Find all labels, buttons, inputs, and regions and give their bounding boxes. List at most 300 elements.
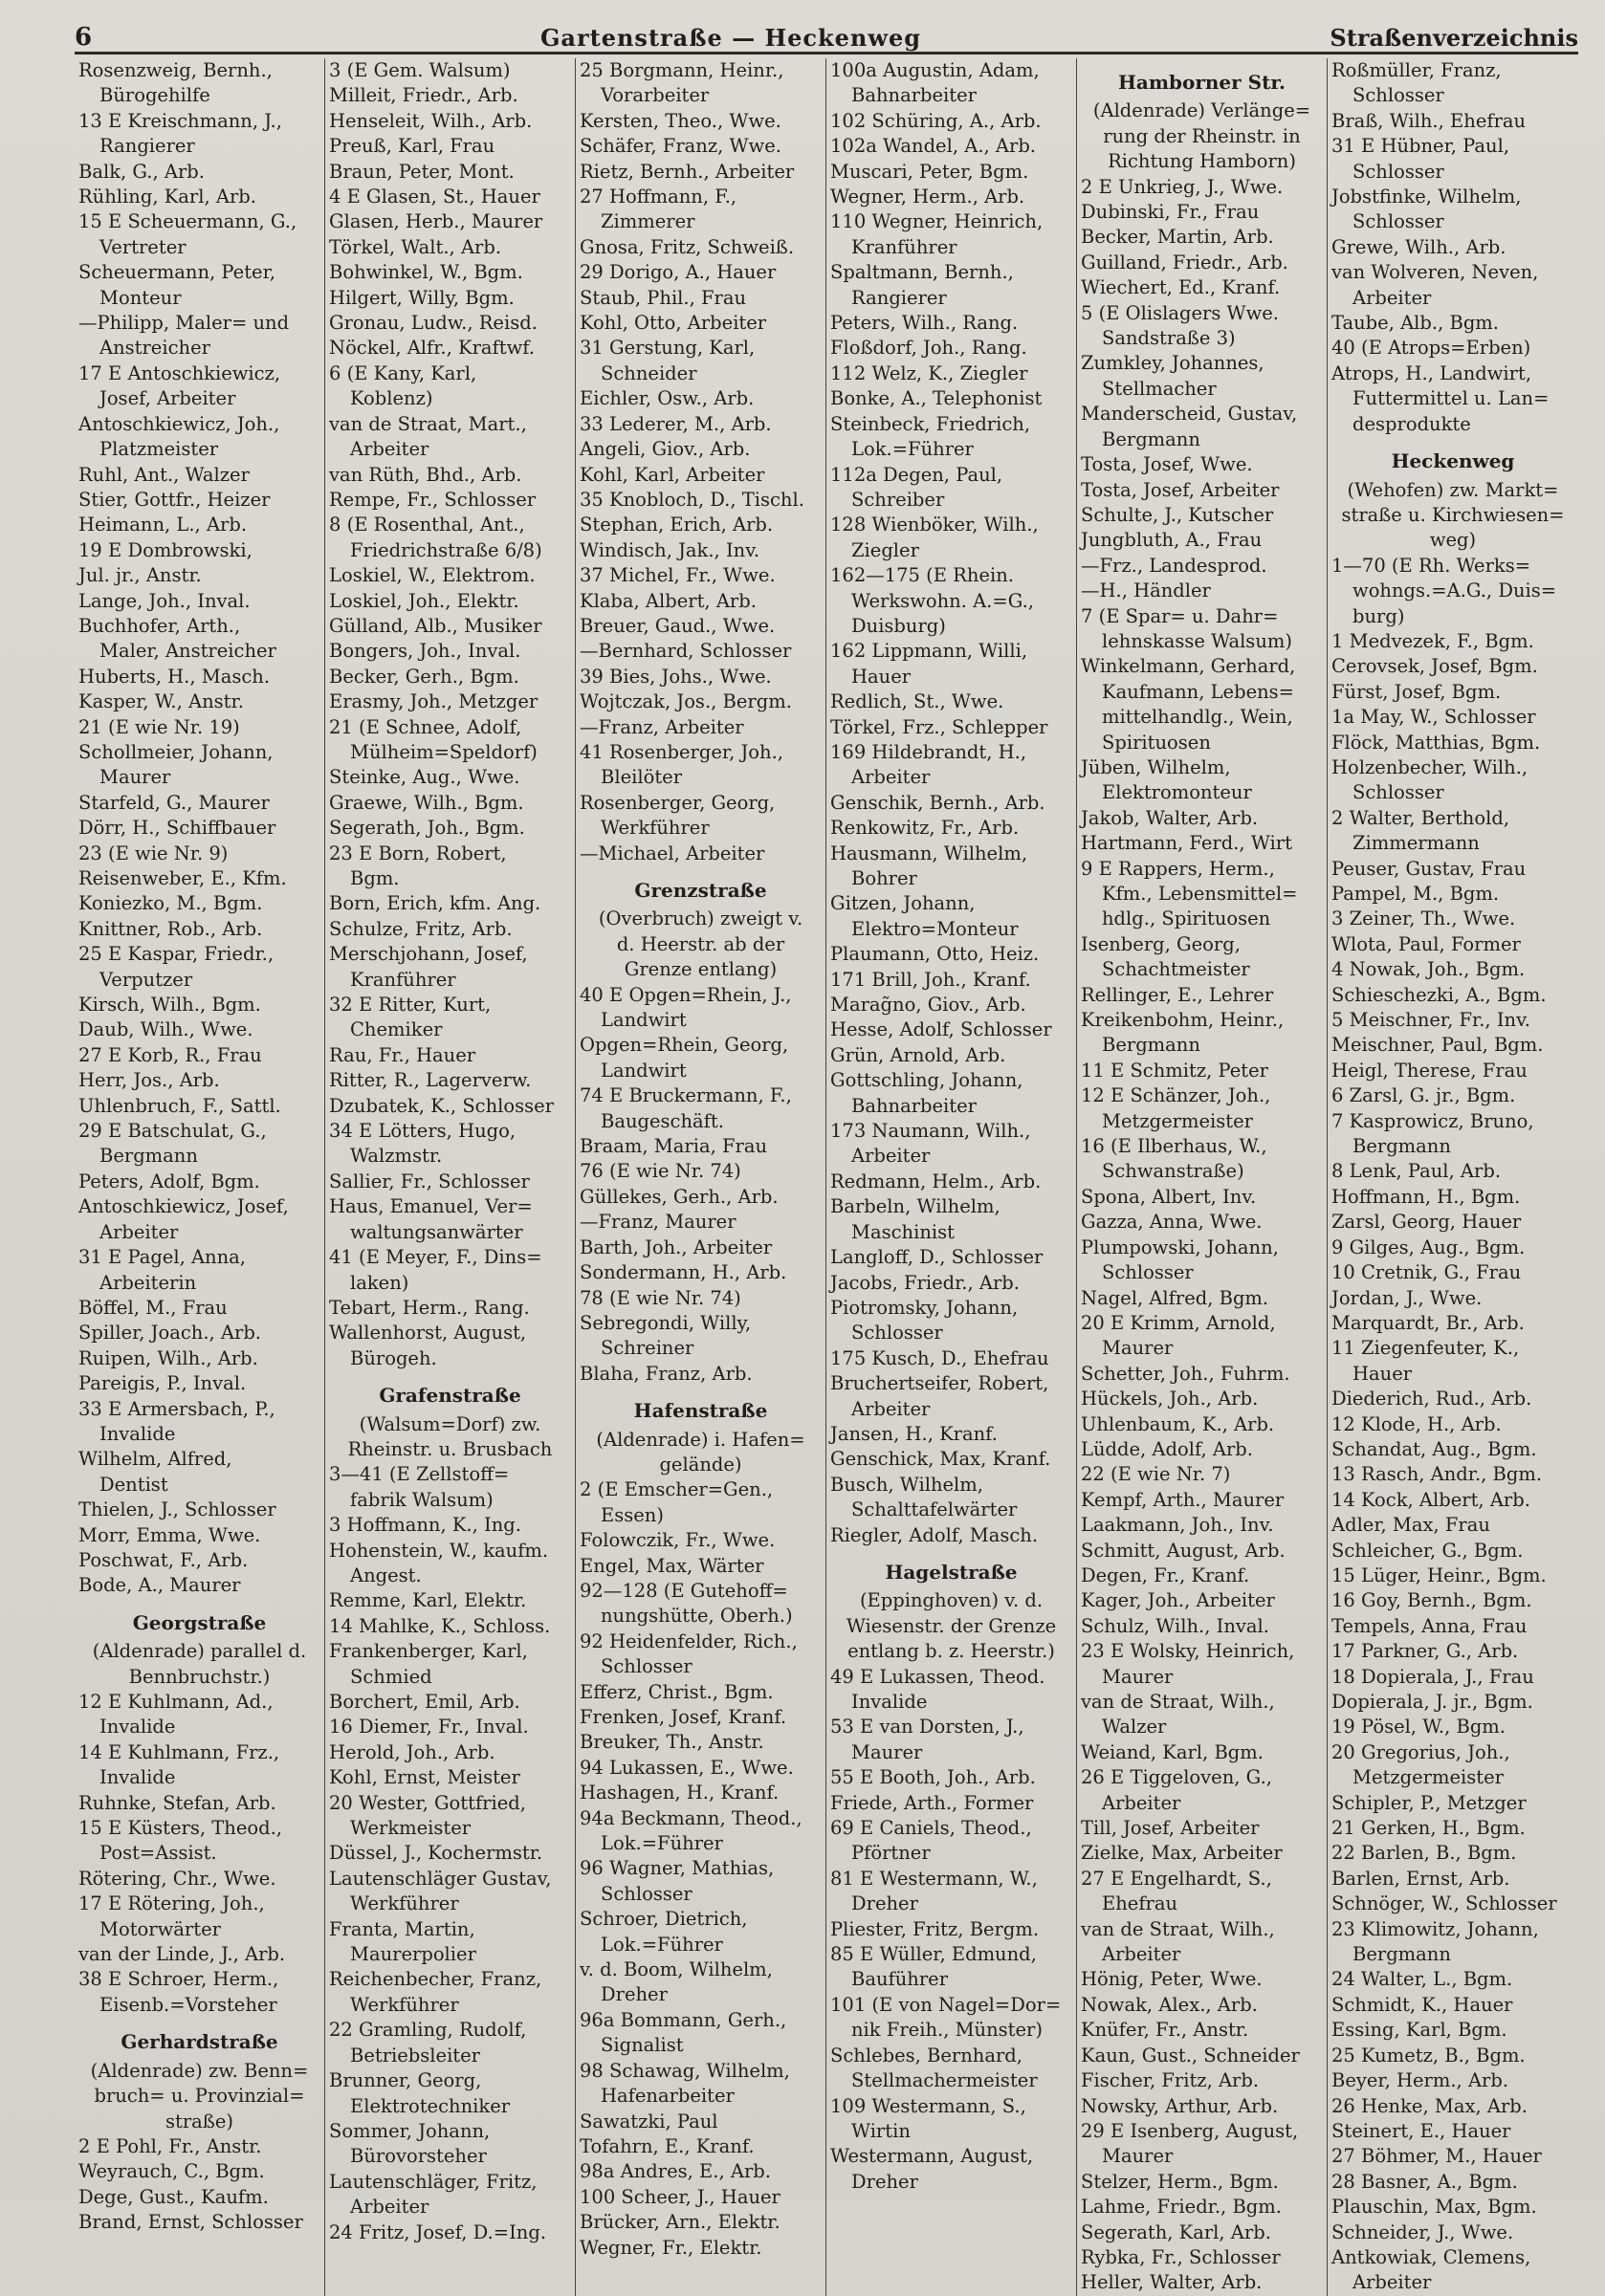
directory-entry: Hauer: [1352, 1362, 1413, 1385]
directory-entry: Rosenzweig, Bernh.,: [78, 59, 273, 81]
directory-entry: 2 (E Emscher=Gen.,: [580, 1478, 774, 1501]
directory-entry: Schandat, Aug., Bgm.: [1331, 1437, 1537, 1460]
directory-entry: 1a May, W., Schlosser: [1331, 706, 1536, 729]
directory-entry: Braam, Maria, Frau: [580, 1135, 767, 1158]
directory-entry: Meischner, Paul, Bgm.: [1331, 1034, 1544, 1057]
directory-entry: Ruhl, Ant., Walzer: [78, 463, 250, 486]
directory-entry: Milleit, Friedr., Arb.: [329, 84, 518, 107]
directory-entry: Hückels, Joh., Arb.: [1081, 1388, 1259, 1410]
directory-entry: 20 Gregorius, Joh.,: [1331, 1740, 1510, 1763]
directory-entry: Tosta, Josef, Arbeiter: [1081, 478, 1280, 501]
directory-entry: Borchert, Emil, Arb.: [329, 1691, 520, 1713]
directory-entry: Bergmann: [1352, 1943, 1451, 1966]
directory-entry: 102a Wandel, A., Arb.: [830, 135, 1036, 158]
directory-entry: Kasper, W., Anstr.: [78, 690, 244, 713]
directory-entry: Bohrer: [851, 867, 917, 889]
directory-entry: Schetter, Joh., Fuhrm.: [1081, 1362, 1290, 1385]
directory-entry: Elektromonteur: [1102, 781, 1252, 804]
directory-entry: Becker, Gerh., Bgm.: [329, 665, 519, 688]
directory-entry: 128 Wienböker, Wilh.,: [830, 514, 1039, 536]
directory-entry: 2 Walter, Berthold,: [1331, 806, 1510, 829]
directory-entry: Friede, Arth., Former: [830, 1791, 1034, 1814]
column-6: [1328, 58, 1578, 2296]
street-description: (Aldenrade) zw. Benn=: [90, 2059, 309, 2082]
directory-entry: van der Linde, J., Arb.: [78, 1943, 286, 1966]
directory-entry: Werkmeister: [350, 1817, 472, 1840]
directory-entry: 94a Beckmann, Theod.,: [580, 1806, 802, 1829]
street-description: straße): [165, 2110, 233, 2132]
directory-entry: Friedrichstraße 6/8): [350, 538, 542, 561]
directory-entry: Pampel, M., Bgm.: [1331, 883, 1500, 905]
directory-entry: Gottschling, Johann,: [830, 1069, 1023, 1092]
street-description: entlang b. z. Heerstr.): [847, 1640, 1055, 1663]
directory-entry: Lok.=Führer: [601, 1933, 723, 1956]
directory-entry: Steinbeck, Friedrich,: [830, 412, 1031, 435]
directory-entry: Reichenbecher, Franz,: [329, 1968, 542, 1991]
directory-entry: Schulte, J., Kutscher: [1081, 503, 1274, 526]
street-heading: Gerhardstraße: [121, 2030, 278, 2054]
directory-entry: Tempels, Anna, Frau: [1331, 1614, 1528, 1637]
directory-entry: Langloff, D., Schlosser: [830, 1246, 1044, 1269]
directory-entry: Dzubatek, K., Schlosser: [329, 1094, 555, 1117]
directory-entry: Arbeiter: [99, 1220, 179, 1243]
directory-entry: Remme, Karl, Elektr.: [329, 1589, 527, 1612]
directory-entry: Rellinger, E., Lehrer: [1081, 983, 1274, 1006]
directory-entry: Westermann, August,: [830, 2145, 1034, 2168]
directory-entry: Maurerpolier: [350, 1943, 476, 1966]
directory-entry: Degen, Fr., Kranf.: [1081, 1563, 1250, 1586]
directory-entry: Anstreicher: [99, 337, 210, 360]
directory-entry: Uhlenbaum, K., Arb.: [1081, 1412, 1275, 1435]
directory-entry: Kaufmann, Lebens=: [1102, 680, 1295, 703]
directory-entry: Dentist: [99, 1473, 168, 1496]
directory-entry: Invalide: [99, 1716, 176, 1738]
directory-entry: Balk, G., Arb.: [78, 160, 205, 183]
directory-entry: Schulze, Fritz, Arb.: [329, 917, 513, 940]
directory-entry: Schalttafelwärter: [851, 1498, 1018, 1521]
directory-entry: Maschinist: [851, 1220, 955, 1243]
directory-entry: waltungsanwärter: [350, 1220, 523, 1243]
directory-entry: Lautenschläger, Fritz,: [329, 2170, 538, 2193]
directory-entry: Rietz, Bernh., Arbeiter: [580, 160, 795, 183]
directory-entry: Schlosser: [1102, 1261, 1194, 1284]
street-description: (Aldenrade) Verlänge=: [1092, 99, 1311, 122]
directory-entry: laken): [350, 1271, 409, 1294]
directory-entry: 8 Lenk, Paul, Arb.: [1331, 1160, 1502, 1183]
directory-entry: Landwirt: [601, 1009, 687, 1032]
directory-entry: Motorwärter: [99, 1917, 221, 1940]
directory-entry: Scheuermann, Peter,: [78, 261, 275, 284]
directory-entry: 6 (E Kany, Karl,: [329, 361, 477, 384]
directory-entry: Maurer: [851, 1740, 923, 1763]
directory-entry: Lahme, Friedr., Bgm.: [1081, 2196, 1282, 2219]
directory-entry: Bürogeh.: [350, 1346, 437, 1369]
directory-entry: 27 E Engelhardt, S.,: [1081, 1867, 1272, 1890]
directory-entry: Schleicher, G., Bgm.: [1331, 1539, 1524, 1562]
directory-entry: Plumpowski, Johann,: [1081, 1235, 1279, 1258]
directory-entry: Floßdorf, Joh., Rang.: [830, 337, 1027, 360]
directory-entry: Kreikenbohm, Heinr.,: [1081, 1009, 1285, 1032]
street-heading: Grafenstraße: [379, 1384, 521, 1408]
directory-entry: 173 Naumann, Wilh.,: [830, 1120, 1031, 1143]
directory-entry: Segerath, Joh., Bgm.: [329, 817, 525, 840]
street-heading: Grenzstraße: [634, 879, 767, 902]
directory-entry: Barbeln, Wilhelm,: [830, 1195, 1000, 1218]
directory-entry: Elektrotechniker: [350, 2094, 511, 2117]
directory-entry: van Rüth, Bhd., Arb.: [329, 463, 522, 486]
directory-entry: 31 E Pagel, Anna,: [78, 1246, 246, 1269]
directory-entry: Koblenz): [350, 387, 433, 410]
directory-entry: Ehefrau: [1102, 1892, 1178, 1915]
directory-entry: Rybka, Fr., Schlosser: [1081, 2245, 1281, 2268]
directory-entry: Fischer, Fritz, Arb.: [1081, 2069, 1260, 2092]
directory-entry: Efferz, Christ., Bgm.: [580, 1680, 774, 1703]
directory-entry: Diederich, Rud., Arb.: [1331, 1388, 1532, 1410]
directory-entry: Plaumann, Otto, Heiz.: [830, 943, 1040, 966]
directory-entry: —Frz., Landesprod.: [1081, 554, 1267, 577]
directory-entry: Opgen=Rhein, Georg,: [580, 1034, 789, 1057]
directory-entry: 11 Ziegenfeuter, K.,: [1331, 1337, 1520, 1360]
directory-entry: Hausmann, Wilhelm,: [830, 842, 1028, 864]
directory-entry: Stephan, Erich, Arb.: [580, 514, 774, 536]
directory-entry: Schwanstraße): [1102, 1160, 1244, 1183]
directory-entry: Piotromsky, Johann,: [830, 1296, 1019, 1319]
directory-entry: 13 Rasch, Andr., Bgm.: [1331, 1463, 1543, 1486]
directory-entry: 17 E Rötering, Joh.,: [78, 1892, 265, 1915]
directory-entry: Bürogehilfe: [99, 84, 210, 107]
directory-entry: Manderscheid, Gustav,: [1081, 403, 1298, 426]
directory-entry: Rötering, Chr., Wwe.: [78, 1867, 276, 1890]
directory-entry: Sommer, Johann,: [329, 2119, 491, 2142]
directory-entry: Jordan, J., Wwe.: [1331, 1286, 1483, 1309]
directory-entry: 11 E Schmitz, Peter: [1081, 1059, 1268, 1082]
directory-entry: Schneider: [601, 361, 697, 384]
directory-entry: Bergmann: [1352, 1135, 1451, 1158]
directory-entry: Peuser, Gustav, Frau: [1331, 857, 1527, 880]
directory-entry: v. d. Boom, Wilhelm,: [580, 1958, 773, 1981]
directory-entry: 27 Hoffmann, F.,: [580, 186, 737, 208]
directory-entry: Schmied: [350, 1665, 432, 1688]
street-description: gelände): [659, 1453, 742, 1476]
directory-entry: Hauer: [851, 665, 912, 688]
directory-entry: Kohl, Karl, Arbeiter: [580, 463, 765, 486]
directory-entry: Lange, Joh., Inval.: [78, 589, 251, 612]
directory-entry: Wegner, Fr., Elektr.: [580, 2236, 762, 2259]
directory-entry: Antkowiak, Clemens,: [1331, 2245, 1531, 2268]
directory-entry: 25 Kumetz, B., Bgm.: [1331, 2044, 1526, 2066]
running-title: Gartenstraße — Heckenweg: [539, 24, 922, 52]
directory-entry: Bergmann: [1102, 1034, 1200, 1057]
directory-entry: 33 E Armersbach, P.,: [78, 1397, 275, 1420]
directory-entry: Huberts, H., Masch.: [78, 665, 271, 688]
column-1: [75, 58, 325, 2296]
directory-entry: 14 Kock, Albert, Arb.: [1331, 1488, 1530, 1511]
directory-entry: Gronau, Ludw., Reisd.: [329, 312, 538, 335]
directory-entry: Schroer, Dietrich,: [580, 1908, 748, 1931]
directory-entry: Stier, Gottfr., Heizer: [78, 488, 271, 511]
directory-entry: 27 E Korb, R., Frau: [78, 1043, 262, 1066]
directory-entry: 2 E Unkrieg, J., Wwe.: [1081, 175, 1284, 198]
directory-entry: Gnosa, Fritz, Schweiß.: [580, 235, 795, 258]
directory-entry: Schmidt, K., Hauer: [1331, 1993, 1513, 2016]
directory-entry: 24 Fritz, Josef, D.=Ing.: [329, 2220, 547, 2243]
directory-entry: Roßmüller, Franz,: [1331, 59, 1502, 81]
directory-entry: Peters, Wilh., Rang.: [830, 312, 1019, 335]
directory-entry: 96 Wagner, Mathias,: [580, 1857, 775, 1880]
directory-entry: 3 Zeiner, Th., Wwe.: [1331, 907, 1516, 930]
directory-entry: Schneider, J., Wwe.: [1331, 2220, 1514, 2243]
directory-entry: 49 E Lukassen, Theod.: [830, 1665, 1045, 1688]
directory-entry: Gazza, Anna, Wwe.: [1081, 1211, 1263, 1234]
directory-entry: Bruchertseifer, Robert,: [830, 1372, 1049, 1395]
directory-entry: 9 Gilges, Aug., Bgm.: [1331, 1235, 1526, 1258]
directory-entry: Franta, Martin,: [329, 1917, 475, 1940]
directory-entry: —Franz, Arbeiter: [580, 715, 744, 738]
directory-entry: Hoffmann, H., Bgm.: [1331, 1185, 1521, 1208]
directory-entry: 18 Dopierala, J., Frau: [1331, 1665, 1534, 1688]
directory-entry: Arbeiter: [851, 766, 931, 789]
directory-entry: 16 Diemer, Fr., Inval.: [329, 1716, 529, 1738]
directory-entry: Arbeiter: [350, 438, 429, 461]
directory-entry: Brücker, Arn., Elektr.: [580, 2211, 781, 2234]
street-description: Bennbruchstr.): [128, 1665, 271, 1688]
directory-entry: 3 Hoffmann, K., Ing.: [329, 1514, 521, 1537]
street-heading: Georgstraße: [132, 1610, 267, 1634]
directory-entry: 162—175 (E Rhein.: [830, 564, 1014, 587]
directory-entry: Daub, Wilh., Wwe.: [78, 1018, 253, 1041]
street-description: Rheinstr. u. Brusbach: [347, 1437, 553, 1460]
directory-entry: Engel, Max, Wärter: [580, 1554, 764, 1577]
directory-entry: Chemiker: [350, 1018, 443, 1041]
directory-entry: Pareigis, P., Inval.: [78, 1372, 247, 1395]
directory-entry: Starfeld, G., Maurer: [78, 791, 270, 814]
directory-entry: Bgm.: [350, 867, 400, 889]
directory-entry: nungshütte, Oberh.): [601, 1605, 793, 1628]
directory-entry: Tosta, Josef, Wwe.: [1081, 453, 1253, 476]
directory-entry: Werkswohn. A.=G.,: [851, 589, 1034, 612]
directory-entry: 92—128 (E Gutehoff=: [580, 1579, 788, 1602]
directory-entry: 5 Meischner, Fr., Inv.: [1331, 1009, 1530, 1032]
street-description: (Eppinghoven) v. d.: [859, 1589, 1044, 1612]
directory-entry: 14 Mahlke, K., Schloss.: [329, 1614, 551, 1637]
directory-entry: Duisburg): [851, 614, 946, 637]
directory-entry: 81 E Westermann, W.,: [830, 1867, 1038, 1890]
directory-entry: Atrops, H., Landwirt,: [1331, 361, 1532, 384]
section-title: Straßenverzeichnis: [1330, 24, 1578, 52]
directory-entry: Dreher: [851, 2170, 918, 2193]
directory-entry: 92 Heidenfelder, Rich.,: [580, 1629, 798, 1652]
directory-entry: Jobstfinke, Wilhelm,: [1331, 186, 1522, 208]
directory-entry: Sondermann, H., Arb.: [580, 1261, 787, 1284]
directory-entry: 39 Bies, Johs., Wwe.: [580, 665, 772, 688]
directory-entry: Jungbluth, A., Frau: [1081, 529, 1263, 552]
directory-entry: Spona, Albert, Inv.: [1081, 1185, 1257, 1208]
directory-entry: 31 Gerstung, Karl,: [580, 337, 756, 360]
directory-entry: Loskiel, W., Elektrom.: [329, 564, 536, 587]
directory-entry: Graewe, Wilh., Bgm.: [329, 791, 524, 814]
directory-entry: Walzmstr.: [350, 1145, 443, 1168]
directory-entry: burg): [1352, 604, 1405, 627]
directory-entry: 17 E Antoschkiewicz,: [78, 361, 281, 384]
directory-entry: Folowczik, Fr., Wwe.: [580, 1529, 776, 1552]
directory-entry: Schlosser: [1352, 210, 1444, 233]
directory-entry: Bonke, A., Telephonist: [830, 387, 1043, 410]
directory-entry: Antoschkiewicz, Joh.,: [78, 412, 280, 435]
directory-entry: van de Straat, Wilh.,: [1081, 1917, 1275, 1940]
directory-entry: 20 Wester, Gottfried,: [329, 1791, 526, 1814]
directory-entry: 2 E Pohl, Fr., Anstr.: [78, 2134, 262, 2157]
directory-entry: Sallier, Fr., Schlosser: [329, 1170, 530, 1192]
directory-entry: Ziegler: [851, 538, 919, 561]
directory-entry: Schachtmeister: [1102, 958, 1250, 981]
directory-entry: Klaba, Albert, Arb.: [580, 589, 757, 612]
directory-entry: van de Straat, Wilh.,: [1081, 1691, 1275, 1713]
directory-entry: Werkführer: [350, 1892, 459, 1915]
directory-entry: Schlosser: [601, 1882, 693, 1905]
directory-entry: 4 Nowak, Joh., Bgm.: [1331, 958, 1526, 981]
directory-entry: Lok.=Führer: [851, 438, 974, 461]
directory-entry: Wojtczak, Jos., Bergm.: [580, 690, 792, 713]
directory-entry: Werkführer: [601, 817, 710, 840]
directory-entry: Maurer: [1102, 1337, 1174, 1360]
directory-entry: Josef, Arbeiter: [99, 387, 236, 410]
directory-entry: 15 E Scheuermann, G.,: [78, 210, 297, 233]
street-heading: Hafenstraße: [633, 1399, 768, 1423]
directory-entry: Staub, Phil., Frau: [580, 286, 747, 309]
directory-entry: Invalide: [99, 1422, 176, 1445]
directory-entry: Dörr, H., Schiffbauer: [78, 817, 276, 840]
page-header: [75, 17, 1578, 55]
directory-entry: Törkel, Walt., Arb.: [329, 235, 502, 258]
directory-entry: Frenken, Josef, Kranf.: [580, 1706, 787, 1728]
directory-entry: Stelzer, Herm., Bgm.: [1081, 2170, 1279, 2193]
directory-entry: Schlosser: [1352, 160, 1444, 183]
directory-entry: Jüben, Wilhelm,: [1081, 755, 1231, 778]
directory-entry: Nagel, Alfred, Bgm.: [1081, 1286, 1269, 1309]
directory-entry: 8 (E Rosenthal, Ant.,: [329, 514, 525, 536]
directory-entry: 16 Goy, Bernh., Bgm.: [1331, 1589, 1532, 1612]
directory-entry: Arbeiter: [1352, 286, 1432, 309]
directory-entry: 76 (E wie Nr. 74): [580, 1160, 741, 1183]
directory-entry: Heller, Walter, Arb.: [1081, 2271, 1263, 2294]
directory-entry: Marquardt, Br., Arb.: [1331, 1311, 1525, 1334]
directory-entry: mittelhandlg., Wein,: [1102, 706, 1293, 729]
column-3: [576, 58, 826, 2296]
directory-entry: 21 (E wie Nr. 19): [78, 715, 240, 738]
directory-entry: Renkowitz, Fr., Arb.: [830, 817, 1020, 840]
directory-entry: Stellmacher: [1102, 377, 1217, 400]
directory-entry: Baugeschäft.: [601, 1109, 724, 1132]
directory-entry: Mülheim=Speldorf): [350, 740, 538, 763]
directory-entry: Verputzer: [99, 968, 193, 991]
directory-entry: Nöckel, Alfr., Kraftwf.: [329, 337, 536, 360]
directory-entry: Essen): [601, 1503, 664, 1526]
directory-entry: Cerovsek, Josef, Bgm.: [1331, 655, 1538, 678]
directory-entry: 37 Michel, Fr., Wwe.: [580, 564, 776, 587]
street-description: (Aldenrade) i. Hafen=: [596, 1428, 805, 1451]
directory-entry: Post=Assist.: [99, 1842, 217, 1865]
directory-entry: Essing, Karl, Bgm.: [1331, 2019, 1507, 2042]
directory-entry: 24 Walter, L., Bgm.: [1331, 1968, 1513, 1991]
directory-entry: 25 E Kaspar, Friedr.,: [78, 943, 275, 966]
directory-entry: Lok.=Führer: [601, 1832, 723, 1855]
directory-entry: van de Straat, Mart.,: [329, 412, 527, 435]
directory-entry: Kager, Joh., Arbeiter: [1081, 1589, 1275, 1612]
directory-entry: 23 E Born, Robert,: [329, 842, 507, 864]
directory-entry: 7 (E Spar= u. Dahr=: [1081, 604, 1279, 627]
directory-entry: Wilhelm, Alfred,: [78, 1448, 232, 1471]
directory-entry: 26 Henke, Max, Arb.: [1331, 2094, 1528, 2117]
directory-entry: Rosenberger, Georg,: [580, 791, 776, 814]
directory-entry: Laakmann, Joh., Inv.: [1081, 1514, 1274, 1537]
directory-entry: Rangierer: [851, 286, 947, 309]
directory-entry: 32 E Ritter, Kurt,: [329, 994, 492, 1017]
directory-entry: Signalist: [601, 2034, 684, 2057]
directory-entry: Gülland, Alb., Musiker: [329, 614, 542, 637]
directory-entry: Schipler, P., Metzger: [1331, 1791, 1527, 1814]
directory-entry: 19 Pösel, W., Bgm.: [1331, 1716, 1506, 1738]
directory-entry: desprodukte: [1352, 412, 1471, 435]
street-description: rung der Rheinstr. in: [1103, 124, 1301, 147]
directory-entry: Angeli, Giov., Arb.: [580, 438, 751, 461]
directory-entry: Schreiner: [601, 1337, 694, 1360]
directory-entry: Arbeiter: [1102, 1791, 1181, 1814]
directory-entry: 12 E Schänzer, Joh.,: [1081, 1084, 1271, 1107]
directory-entry: Barlen, Ernst, Arb.: [1331, 1867, 1510, 1890]
directory-entry: Werkführer: [350, 1993, 459, 2016]
directory-entry: Ritter, R., Lagerverw.: [329, 1069, 532, 1092]
directory-entry: Poschwat, F., Arb.: [78, 1548, 249, 1571]
directory-entry: Metzgermeister: [1352, 1766, 1504, 1789]
directory-entry: Herr, Jos., Arb.: [78, 1069, 220, 1092]
directory-entry: 31 E Hübner, Paul,: [1331, 135, 1510, 158]
directory-entry: Kersten, Theo., Wwe.: [580, 109, 781, 132]
directory-entry: van Wolveren, Neven,: [1331, 261, 1539, 284]
directory-entry: Beyer, Herm., Arb.: [1331, 2069, 1509, 2092]
directory-entry: Futtermittel u. Lan=: [1352, 387, 1550, 410]
directory-entry: 28 Basner, A., Bgm.: [1331, 2170, 1518, 2193]
directory-entry: Vorarbeiter: [601, 84, 710, 107]
directory-entry: 100a Augustin, Adam,: [830, 59, 1040, 81]
directory-entry: Kirsch, Wilh., Bgm.: [78, 994, 261, 1017]
directory-entry: 98 Schawag, Wilhelm,: [580, 2059, 790, 2082]
directory-entry: 16 (E Ilberhaus, W.,: [1081, 1135, 1267, 1158]
directory-entry: 12 Klode, H., Arb.: [1331, 1412, 1502, 1435]
directory-entry: 6 Zarsl, G. jr., Bgm.: [1331, 1084, 1516, 1107]
directory-entry: 29 Dorigo, A., Hauer: [580, 261, 777, 284]
directory-entry: Hönig, Peter, Wwe.: [1081, 1968, 1263, 1991]
directory-entry: Nowak, Alex., Arb.: [1081, 1993, 1258, 2016]
directory-entry: Törkel, Frz., Schlepper: [830, 715, 1048, 738]
directory-entry: Schlosser: [601, 1655, 693, 1678]
directory-entry: 175 Kusch, D., Ehefrau: [830, 1346, 1049, 1369]
directory-entry: Güllekes, Gerh., Arb.: [580, 1185, 779, 1208]
directory-entry: Peters, Adolf, Bgm.: [78, 1170, 260, 1192]
directory-entry: Elektro=Monteur: [851, 917, 1019, 940]
directory-entry: Spirituosen: [1102, 731, 1211, 754]
street-description: (Wehofen) zw. Markt=: [1347, 478, 1559, 501]
directory-entry: 110 Wegner, Heinrich,: [830, 210, 1044, 233]
directory-entry: 29 E Batschulat, G.,: [78, 1120, 267, 1143]
directory-entry: 53 E van Dorsten, J.,: [830, 1716, 1024, 1738]
directory-entry: 20 E Krimm, Arnold,: [1081, 1311, 1276, 1334]
directory-entry: 29 E Isenberg, August,: [1081, 2119, 1299, 2142]
directory-entry: 101 (E von Nagel=Dor=: [830, 1993, 1062, 2016]
directory-entry: Jakob, Walter, Arb.: [1081, 806, 1259, 829]
directory-entry: 33 Lederer, M., Arb.: [580, 412, 772, 435]
directory-entry: 1 Medvezek, F., Bgm.: [1331, 629, 1534, 652]
directory-entry: 3 (E Gem. Walsum): [329, 59, 511, 81]
